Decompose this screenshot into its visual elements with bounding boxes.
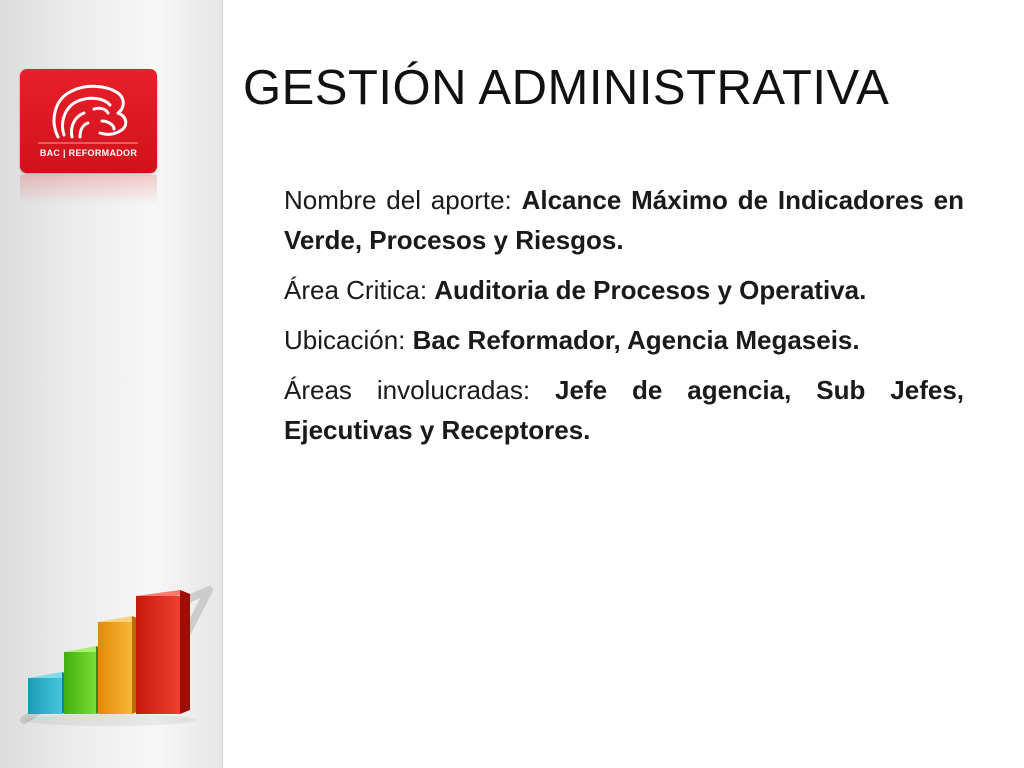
item-label: Área Critica: [284,275,428,305]
item-contribution-name [284,180,964,260]
item-involved-areas [284,370,964,450]
bac-reformador-logo [20,69,157,173]
sidebar [0,0,223,768]
item-label: Nombre del aporte: [284,185,512,215]
logo-reflection [20,175,157,205]
slide-title: GESTIÓN ADMINISTRATIVA [243,61,890,115]
growth-bar-chart-icon [14,570,214,750]
item-location [284,320,964,360]
item-value: Bac Reformador, Agencia Megaseis. [412,325,860,355]
item-label: Áreas involucradas: [284,375,531,405]
item-value: Auditoria de Procesos y Operativa. [434,275,867,305]
item-critical-area [284,270,964,310]
logo-text: BAC | REFORMADOR [39,148,138,158]
item-value: Jefe de agencia, Sub Jefes, Ejecutivas y Receptores. [284,375,964,445]
bar-3 [98,616,142,714]
content-list [284,180,964,460]
bar-4 [136,590,190,714]
item-label: Ubicación: [284,325,406,355]
item-value: Alcance Máximo de Indicadores en Verde, Procesos y Riesgos. [284,185,964,255]
